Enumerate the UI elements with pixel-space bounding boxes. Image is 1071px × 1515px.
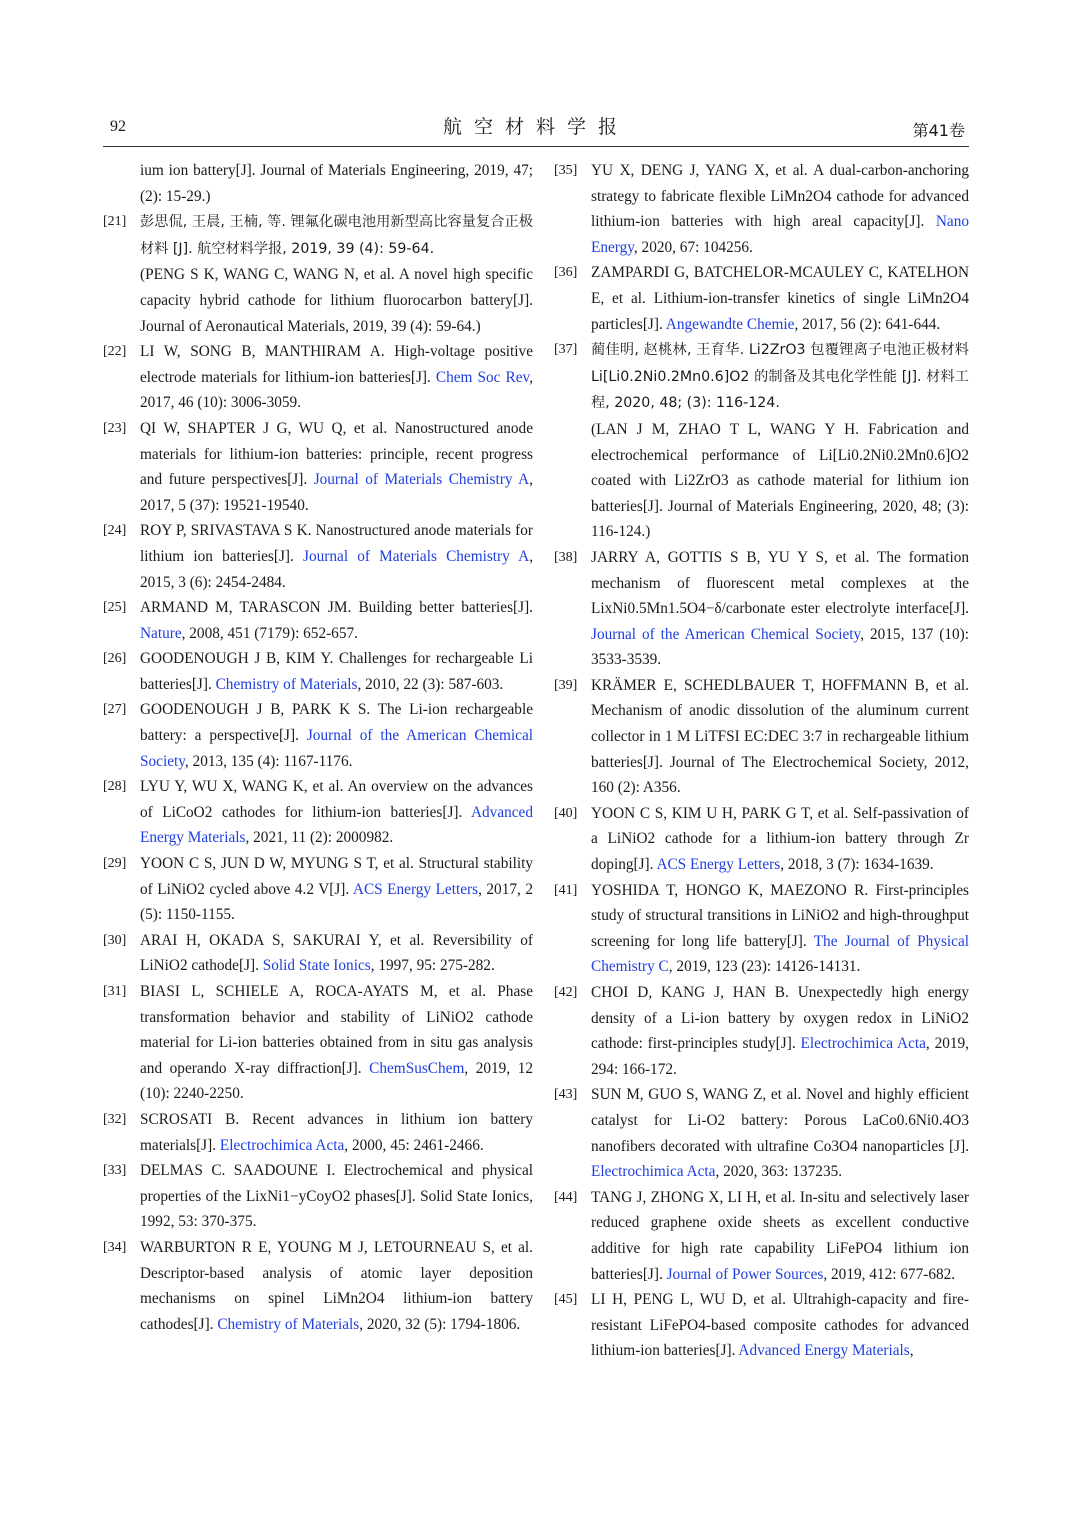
left-reference-list [103, 209, 533, 1337]
reference-citation-tail: , 2017, 2 (5): 1150-1155. [140, 880, 533, 924]
reference-number: [32] [103, 1111, 127, 1127]
reference-citation-tail: , 2019, 123 (23): 14126-14131. [668, 958, 861, 976]
reference-text: SUN M, GUO S, WANG Z, et al. Novel and highly efficient catalyst for Li-O2 battery: Porous LaCo0.6Ni0.4O3 nanofibers decorated with ultrafine Co3O4 nanoparticles [J]. [591, 1086, 969, 1155]
reference-text: SCROSATI B. Recent advances in lithium ion battery materials[J]. [140, 1110, 533, 1154]
reference-number: [28] [103, 779, 127, 795]
reference-journal-link[interactable]: ACS Energy Letters [352, 880, 479, 898]
reference-number: [40] [554, 805, 578, 821]
reference-text: LYU Y, WU X, WANG K, et al. An overview on the advances of LiCoO2 cathodes for lithium-ion batteries[J]. [140, 778, 533, 821]
page-header [103, 112, 969, 142]
reference-number: [27] [103, 702, 127, 718]
reference-number: [34] [103, 1239, 127, 1255]
reference-citation-tail: , 2019, 12 (10): 2240-2250. [140, 1059, 533, 1103]
reference-citation-tail: , 2010, 22 (3): 587-603. [357, 675, 504, 693]
reference-number: [24] [103, 523, 127, 539]
reference-text: LI H, PENG L, WU D, et al. Ultrahigh-capacity and fire-resistant LiFePO4-based composite cathodes for advanced lithium-ion batteries[J]. [591, 1291, 969, 1360]
reference-item [554, 260, 969, 337]
reference-item [103, 209, 533, 339]
reference-journal-link[interactable]: Chemistry of Materials [217, 1315, 360, 1333]
reference-number: [26] [103, 651, 127, 667]
reference-number: [22] [103, 344, 127, 360]
reference-citation-tail: , 2017, 5 (37): 19521-19540. [140, 471, 533, 514]
reference-item [554, 545, 969, 673]
reference-item [554, 801, 969, 878]
reference-number: [25] [103, 600, 127, 616]
reference-item [554, 1287, 969, 1364]
reference-citation-tail: , 2021, 11 (2): 2000982. [245, 829, 394, 847]
reference-text: JARRY A, GOTTIS S B, YU Y S, et al. The formation mechanism of fluorescent metal complexes at the LixNi0.5Mn1.5O4−δ/carbonate ester electrolyte interface[J]. [591, 548, 969, 618]
reference-journal-link[interactable]: Advanced Energy Materials [140, 803, 533, 847]
reference-number: [43] [554, 1087, 578, 1103]
reference-item [103, 646, 533, 697]
reference-item [103, 928, 533, 979]
reference-number: [42] [554, 985, 578, 1000]
reference-number: [37] [554, 342, 578, 358]
reference-text: TANG J, ZHONG X, LI H, et al. In-situ and selectively laser reduced graphene oxide sheets as excellent conductive additive for high rate capability LiFePO4 lithium ion batteries[J]. [591, 1188, 969, 1283]
reference-citation-tail: , 2015, 137 (10): 3533-3539. [591, 625, 969, 669]
reference-citation-tail: , 2020, 363: 137235. [715, 1163, 843, 1181]
reference-text: YOSHIDA T, HONGO K, MAEZONO R. First-principles study of structural transitions in LiNiO2 and high-throughput screening for long life battery[J]. [591, 881, 969, 950]
reference-citation-tail: , 2020, 67: 104256. [633, 238, 753, 256]
reference-chinese-text: 蔺佳明, 赵桃林, 王育华. Li2ZrO3 包覆锂离子电池正极材料 Li[Li0.2Ni0.2Mn0.6]O2 的制备及其电化学性能 [J]. 材料工程, 2020, 48; (3): 116-124. [591, 342, 969, 412]
reference-item [554, 980, 969, 1082]
reference-citation-tail: , 2020, 32 (5): 1794-1806. [359, 1315, 521, 1333]
reference-text: YOON C S, KIM U H, PARK G T, et al. Self-passivation of a LiNiO2 cathode for a lithium-ion battery through Zr doping[J]. [591, 804, 969, 874]
reference-citation-tail: , 2019, 294: 166-172. [591, 1035, 969, 1078]
reference-item [103, 339, 533, 416]
reference-item [554, 337, 969, 545]
reference-citation-tail: , 2015, 3 (6): 2454-2484. [140, 547, 534, 591]
right-reference-column [554, 158, 969, 1364]
reference-journal-link[interactable]: Journal of Materials Chemistry A [303, 547, 530, 565]
reference-text: WARBURTON R E, YOUNG M J, LETOURNEAU S, et al. Descriptor-based analysis of atomic layer deposition mechanisms on spinel LiMn2O4 lithium-ion battery cathodes[J]. [140, 1238, 533, 1333]
reference-journal-link[interactable]: Electrochimica Acta [219, 1136, 345, 1154]
reference-number: [44] [554, 1189, 578, 1205]
reference-item [103, 416, 533, 518]
reference-journal-link[interactable]: Electrochimica Acta [800, 1035, 926, 1053]
reference-number: [29] [103, 856, 127, 872]
volume-label: 第41卷 [912, 121, 965, 140]
reference-number: [31] [103, 984, 127, 999]
right-reference-list [554, 158, 969, 1364]
reference-text: QI W, SHAPTER J G, WU Q, et al. Nanostructured anode materials for lithium-ion batteries: principle, recent progress and future perspectives[J]. [140, 419, 533, 489]
reference-number: [21] [103, 214, 127, 230]
left-reference-column [103, 158, 533, 1337]
reference-chinese-text: 彭思侃, 王晨, 王楠, 等. 锂氟化碳电池用新型高比容量复合正极材料 [J]. 航空材料学报, 2019, 39 (4): 59-64. [140, 214, 533, 257]
reference-text: KRÄMER E, SCHEDLBAUER T, HOFFMANN B, et al. Mechanism of anodic dissolution of the aluminum current collector in 1 M LiTFSI EC:DEC 3:7 in rechargeable lithium batteries[J]. Journal of The Electrochemical Society, 2012, 160 (2): A356. [591, 676, 969, 797]
reference-journal-link[interactable]: Nature [140, 624, 182, 642]
reference-citation-tail: , 2008, 451 (7179): 652-657. [181, 624, 358, 642]
reference-item [103, 595, 533, 646]
reference-number: [36] [554, 265, 578, 281]
reference-text: GOODENOUGH J B, PARK K S. The Li-ion rechargeable battery: a perspective[J]. [140, 701, 533, 745]
reference-journal-link[interactable]: The Journal of Physical Chemistry C [591, 932, 969, 976]
reference-text: BIASI L, SCHIELE A, ROCA-AYATS M, et al. Phase transformation behavior and stability of LiNiO2 cathode material for Li-ion batteries obtained from in situ gas analysis and operando X-ray diffraction[J]. [140, 983, 533, 1077]
reference-item [103, 697, 533, 774]
reference-item [103, 851, 533, 928]
reference-item [103, 518, 533, 595]
reference-journal-link[interactable]: Journal of the American Chemical Society [591, 625, 861, 643]
reference-journal-link[interactable]: Journal of Materials Chemistry A [313, 471, 530, 489]
reference-text: GOODENOUGH J B, KIM Y. Challenges for rechargeable Li batteries[J]. [140, 650, 533, 693]
reference-text: YU X, DENG J, YANG X, et al. A dual-carbon-anchoring strategy to fabricate flexible LiMn2O4 cathode for advanced lithium-ion batteries with high areal capacity[J]. [591, 162, 969, 231]
reference-item [103, 979, 533, 1107]
reference-item [103, 774, 533, 851]
reference-number: [38] [554, 549, 578, 565]
reference-journal-link[interactable]: Nano Energy [591, 213, 969, 256]
reference-text: YOON C S, JUN D W, MYUNG S T, et al. Structural stability of LiNiO2 cycled above 4.2 V[J]. [140, 855, 533, 898]
reference-item [554, 1185, 969, 1287]
reference-text: (LAN J M, ZHAO T L, WANG Y H. Fabrication and electrochemical performance of Li[Li0.2Ni0.2Mn0.6]O2 coated with Li2ZrO3 as cathode material for lithium ion batteries[J]. Journal of Materials Engineering, 2020, 48; (3): 116-124.) [591, 420, 969, 541]
reference-journal-link[interactable]: Journal of the American Chemical Society [140, 727, 533, 770]
reference-citation-tail: , 2019, 412: 677-682. [823, 1265, 956, 1283]
reference-item [103, 1235, 533, 1337]
reference-number: [35] [554, 163, 578, 178]
reference-item [554, 158, 969, 260]
reference-text: ROY P, SRIVASTAVA S K. Nanostructured anode materials for lithium ion batteries[J]. [140, 522, 533, 565]
reference-citation-tail: , 2000, 45: 2461-2466. [344, 1136, 484, 1154]
reference-item [554, 673, 969, 801]
reference-journal-link[interactable]: Angewandte Chemie [665, 315, 795, 333]
reference-text: ARAI H, OKADA S, SAKURAI Y, et al. Reversibility of LiNiO2 cathode[J]. [140, 931, 533, 975]
reference-number: [39] [554, 677, 578, 693]
reference-text: LI W, SONG B, MANTHIRAM A. High-voltage positive electrode materials for lithium-ion batteries[J]. [140, 343, 533, 386]
reference-journal-link[interactable]: ChemSusChem [369, 1059, 465, 1077]
reference-text: ZAMPARDI G, BATCHELOR-MCAULEY C, KATELHON E, et al. Lithium-ion-transfer kinetics of single LiMn2O4 particles[J]. [591, 264, 969, 333]
reference-journal-link[interactable]: Solid State Ionics [262, 957, 371, 975]
reference-item [103, 1107, 533, 1158]
reference-citation-tail: , 2018, 3 (7): 1634-1639. [780, 856, 934, 874]
reference-continuation: ium ion battery[J]. Journal of Materials Engineering, 2019, 47; (2): 15-29.) [140, 162, 533, 205]
header-rule [103, 146, 969, 147]
reference-number: [33] [103, 1163, 127, 1179]
reference-text: DELMAS C. SAADOUNE I. Electrochemical and physical properties of the LixNi1−yCoyO2 phases[J]. Solid State Ionics, 1992, 53: 370-375. [140, 1162, 533, 1231]
reference-item [554, 878, 969, 980]
reference-citation-tail: , 2017, 56 (2): 641-644. [794, 315, 941, 333]
reference-journal-link[interactable]: Electrochimica Acta [591, 1163, 716, 1181]
reference-citation-tail: , [909, 1342, 914, 1360]
reference-journal-link[interactable]: ACS Energy Letters [656, 856, 781, 874]
reference-citation-tail: , 2017, 46 (10): 3006-3059. [140, 368, 534, 412]
reference-number: [41] [554, 882, 578, 898]
reference-number: [30] [103, 932, 127, 948]
reference-journal-link[interactable]: Chem Soc Rev [435, 368, 530, 386]
reference-item [103, 1158, 533, 1235]
reference-item [554, 1082, 969, 1184]
reference-citation-tail: , 2013, 135 (4): 1167-1176. [184, 752, 353, 770]
reference-journal-link[interactable]: Advanced Energy Materials [738, 1342, 910, 1360]
reference-text: ARMAND M, TARASCON JM. Building better batteries[J]. [140, 599, 533, 617]
reference-journal-link[interactable]: Journal of Power Sources [666, 1265, 824, 1283]
reference-citation-tail: , 1997, 95: 275-282. [370, 957, 495, 975]
journal-title: 航空材料学报 [442, 116, 629, 138]
reference-text: CHOI D, KANG J, HAN B. Unexpectedly high energy density of a Li-ion battery by oxygen redox in LiNiO2 cathode: first-principles study[J]. [591, 984, 969, 1053]
reference-text: (PENG S K, WANG C, WANG N, et al. A novel high specific capacity hybrid cathode for lithium fluorocarbon battery[J]. Journal of Aeronautical Materials, 2019, 39 (4): 59-64.) [140, 266, 533, 335]
reference-number: [45] [554, 1292, 578, 1308]
reference-journal-link[interactable]: Chemistry of Materials [215, 675, 358, 693]
page-number: 92 [110, 118, 126, 135]
reference-number: [23] [103, 420, 127, 436]
